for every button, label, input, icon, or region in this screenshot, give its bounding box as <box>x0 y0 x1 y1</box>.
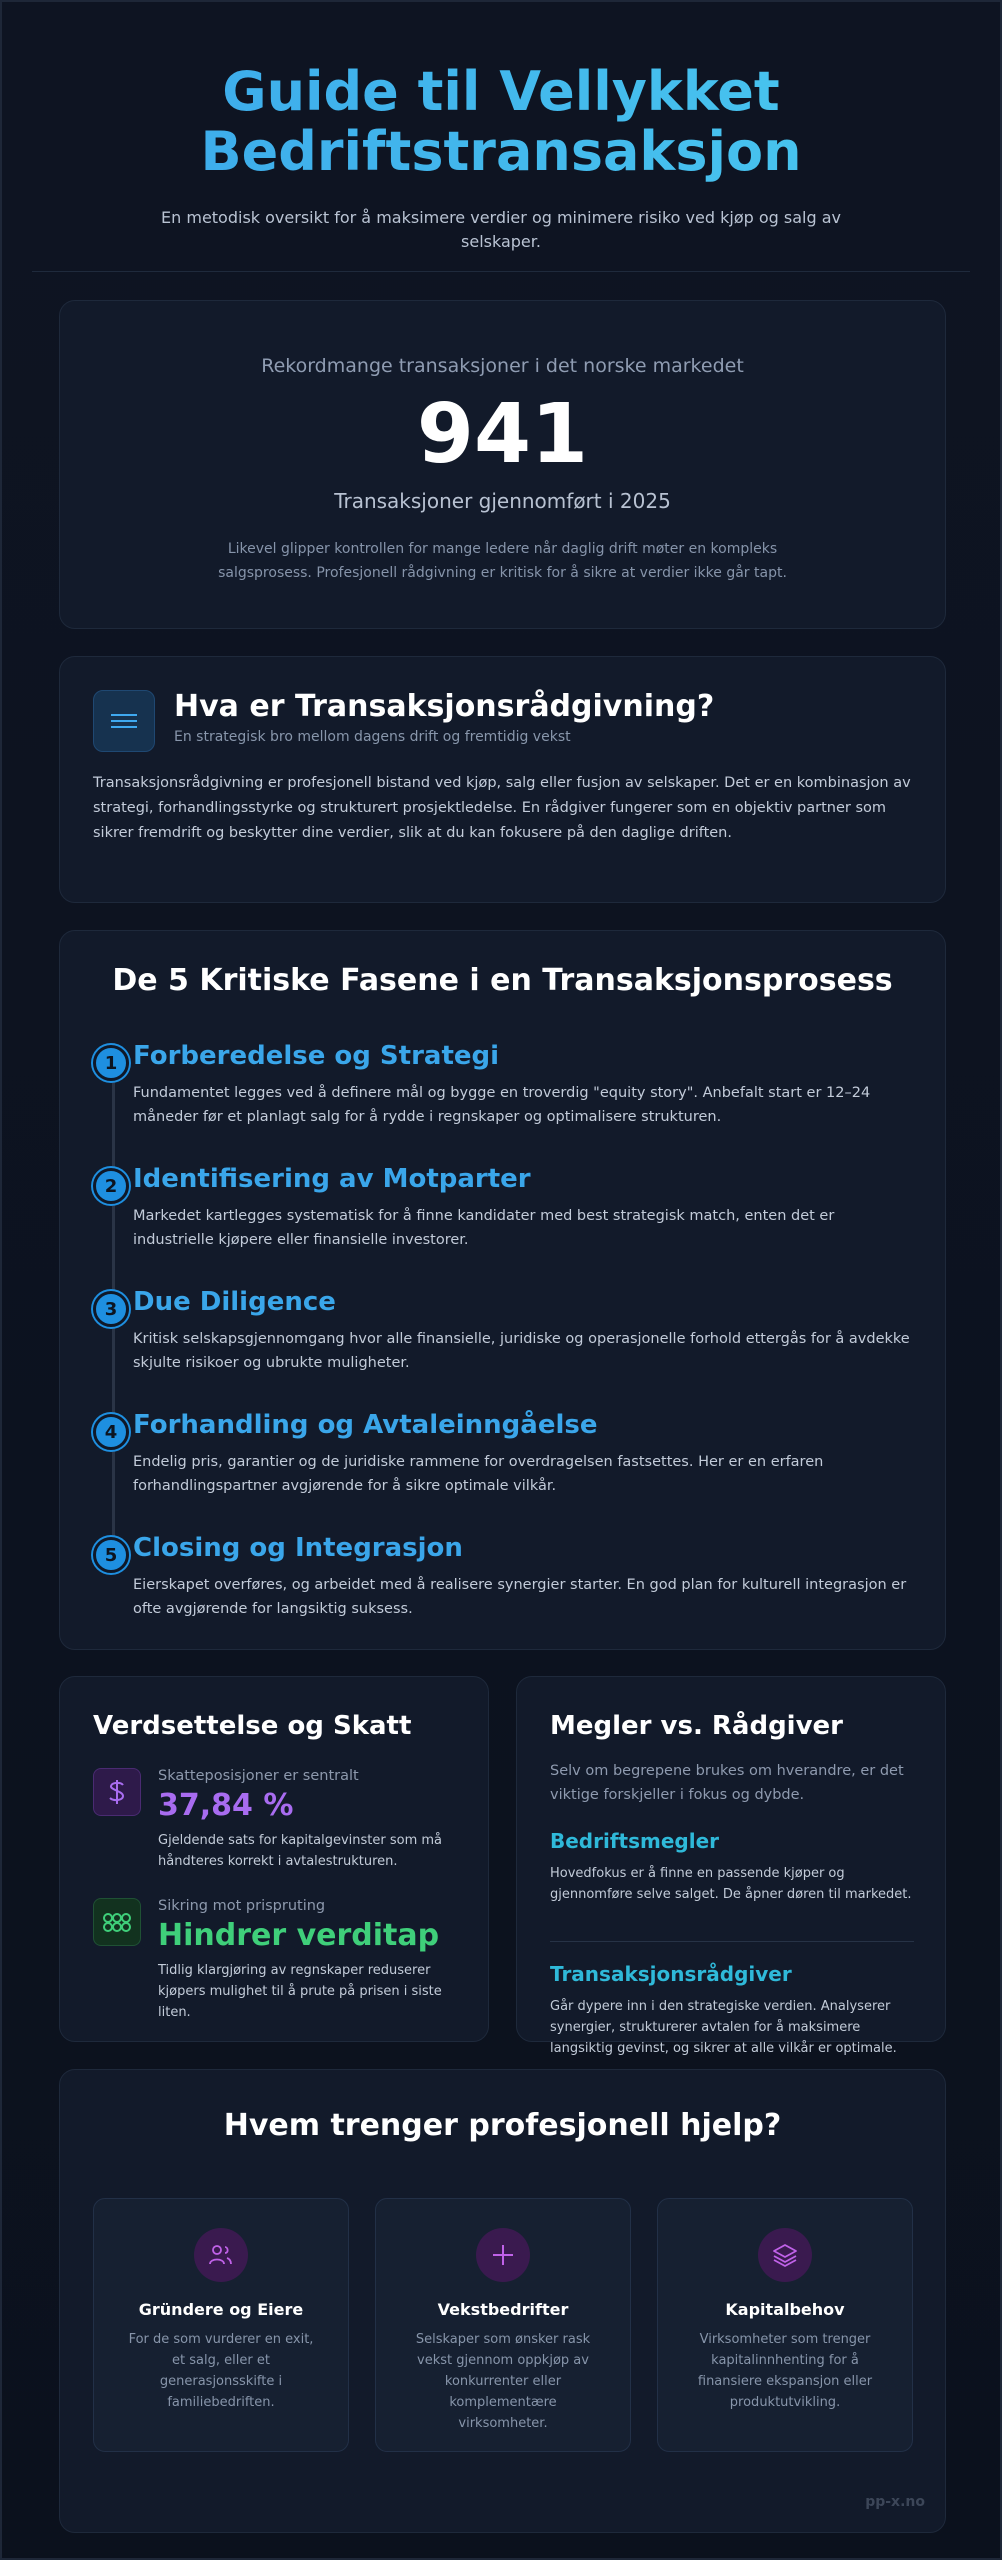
what-is-title: Hva er Transaksjonsrådgivning? <box>174 689 715 724</box>
tax-kpi <box>93 1768 463 1878</box>
valuation-card <box>59 1676 489 2042</box>
role-text: Går dypere inn i den strategiske verdien. Analyserer synergier, strukturerer avtalen for å maksimere langsiktig gevinst, og sikrer at alle vilkår er optimale. <box>550 1999 897 2056</box>
page-header <box>32 62 970 254</box>
phase-text: Endelig pris, garantier og de juridiske rammene for overdragelsen fastsettes. Her er en erfaren forhandlingspartner avgjørende for å sikre optimale vilkår. <box>133 1454 824 1494</box>
what-is-subtitle: En strategisk bro mellom dagens drift og fremtidig vekst <box>174 729 571 745</box>
phases-card <box>59 930 946 1650</box>
page-subtitle: En metodisk oversikt for å maksimere verdier og minimere risiko ved kjøp og salg av selskaper. <box>161 208 841 251</box>
audience-desc: Virksomheter som trenger kapitalinnhenting for å finansiere ekspansjon eller produktutvikling. <box>697 2332 873 2410</box>
layers-icon <box>758 2228 812 2282</box>
stat-number: 941 <box>416 387 589 482</box>
phase-title: Forberedelse og Strategi <box>133 1041 500 1071</box>
protect-value: Hindrer verditap <box>158 1918 440 1953</box>
stat-card <box>59 300 946 629</box>
phase-number: 3 <box>93 1291 129 1327</box>
watermark: pp-x.no <box>865 2494 925 2510</box>
phases-title: De 5 Kritiske Fasene i en Transaksjonsprosess <box>112 963 893 998</box>
phase-number: 1 <box>93 1045 129 1081</box>
protect-desc: Tidlig klargjøring av regnskaper reduserer kjøpers mulighet til å prute på prisen i siste liten. <box>158 1963 442 2020</box>
users-icon <box>194 2228 248 2282</box>
broker-intro: Selv om begrepene brukes om hverandre, er det viktige forskjeller i fokus og dybde. <box>550 1763 904 1803</box>
title-line-2: Bedriftstransaksjon <box>200 120 802 183</box>
who-title: Hvem trenger profesjonell hjelp? <box>223 2108 782 2143</box>
protect-eyebrow: Sikring mot prispruting <box>158 1898 326 1914</box>
plus-icon <box>476 2228 530 2282</box>
title-line-1: Guide til Vellykket <box>222 60 780 123</box>
phase-number: 2 <box>93 1168 129 1204</box>
tax-value: 37,84 % <box>158 1788 294 1823</box>
stat-note: Likevel glipper kontrollen for mange ledere når daglig drift møter en kompleks salgsprosess. Profesjonell rådgivning er kritisk for å sikre at verdier ikke går tapt. <box>218 541 787 581</box>
phase-number: 5 <box>93 1537 129 1573</box>
valuation-title: Verdsettelse og Skatt <box>93 1711 412 1741</box>
audience-item <box>375 2198 631 2452</box>
broker-vs-advisor-card <box>516 1676 946 2056</box>
audience-name: Gründere og Eiere <box>138 2300 304 2319</box>
role-divider <box>550 1941 914 1942</box>
dollar-icon <box>93 1768 141 1816</box>
audience-desc: Selskaper som ønsker rask vekst gjennom oppkjøp av konkurrenter eller komplementære virksomheter. <box>415 2332 591 2431</box>
stat-label: Transaksjoner gjennomført i 2025 <box>334 489 671 513</box>
phase-title: Due Diligence <box>133 1287 336 1317</box>
audience-item <box>93 2198 349 2452</box>
who-needs-help-card <box>59 2069 946 2533</box>
role-text: Hovedfokus er å finne en passende kjøper og gjennomføre selve salget. De åpner døren til markedet. <box>550 1866 912 1902</box>
role-title: Bedriftsmegler <box>550 1829 720 1853</box>
phase-text: Fundamentet legges ved å definere mål og bygge en troverdig "equity story". Anbefalt start er 12–24 måneder før et planlagt salg for å rydde i regnskaper og optimalisere strukturen. <box>133 1085 871 1125</box>
audience-item <box>657 2198 913 2452</box>
audience-desc: For de som vurderer en exit, et salg, eller et generasjonsskifte i familiebedriften. <box>128 2332 314 2410</box>
stat-eyebrow: Rekordmange transaksjoner i det norske markedet <box>261 355 744 377</box>
phase-text: Kritisk selskapsgjennomgang hvor alle finansielle, juridiske og operasjonelle forhold ettergås for å avdekke skjulte risikoer og ubrukte muligheter. <box>133 1331 910 1371</box>
phase-title: Closing og Integrasjon <box>133 1533 463 1563</box>
page-title <box>32 62 970 182</box>
phase-title: Identifisering av Motparter <box>133 1164 531 1194</box>
role-title: Transaksjonsrådgiver <box>550 1962 792 1986</box>
phase-text: Markedet kartlegges systematisk for å finne kandidater med best strategisk match, enten det er industrielle kjøpere eller finansielle investorer. <box>133 1208 835 1248</box>
tax-desc: Gjeldende sats for kapitalgevinster som må håndteres korrekt i avtalestrukturen. <box>158 1833 443 1869</box>
role-advisor <box>550 1962 920 2059</box>
audience-name: Kapitalbehov <box>725 2300 845 2319</box>
header-divider <box>32 271 970 272</box>
tax-eyebrow: Skatteposisjoner er sentralt <box>158 1768 359 1784</box>
audience-name: Vekstbedrifter <box>437 2300 569 2319</box>
broker-title: Megler vs. Rådgiver <box>550 1711 843 1741</box>
role-broker <box>550 1829 920 1905</box>
phase-text: Eierskapet overføres, og arbeidet med å realisere synergier starter. En god plan for kulturell integrasjon er ofte avgjørende for langsiktig suksess. <box>133 1577 907 1617</box>
menu-lines-icon <box>93 690 155 752</box>
coins-icon <box>93 1898 141 1946</box>
what-is-body: Transaksjonsrådgivning er profesjonell bistand ved kjøp, salg eller fusjon av selskaper. Det er en kombinasjon av strategi, forhandlingsstyrke og strukturert prosjektledelse. En rådgiver fungerer som en objektiv partner som sikrer fremdrift og beskytter dine verdier, slik at du kan fokusere på den daglige driften. <box>93 775 911 841</box>
phase-title: Forhandling og Avtaleinngåelse <box>133 1410 598 1440</box>
what-is-card <box>59 656 946 903</box>
protect-kpi <box>93 1898 463 2018</box>
phase-number: 4 <box>93 1414 129 1450</box>
